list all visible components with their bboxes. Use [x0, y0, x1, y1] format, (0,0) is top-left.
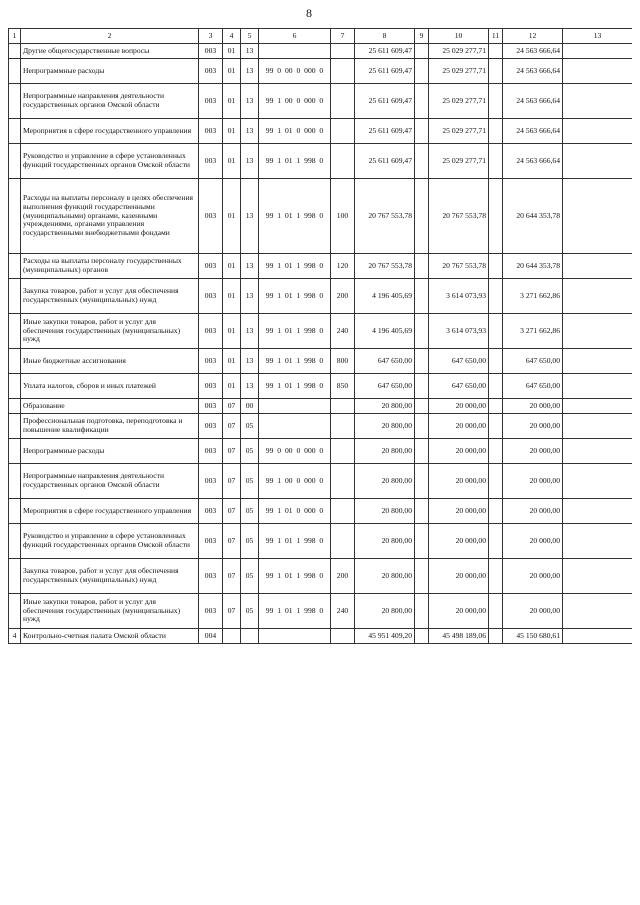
amount-year2-cell: 20 000,00 — [429, 594, 489, 629]
table-row — [9, 314, 633, 349]
column-number: 7 — [331, 29, 355, 44]
section-code-cell: 01 — [223, 254, 241, 279]
column-11-cell — [489, 254, 503, 279]
target-article-cell: 99 1 01 1 998 0 — [259, 179, 331, 254]
amount-year2-cell: 25 029 277,71 — [429, 119, 489, 144]
section-code-cell: 07 — [223, 594, 241, 629]
column-9-cell — [415, 84, 429, 119]
column-number: 1 — [9, 29, 21, 44]
column-13-cell — [563, 44, 633, 59]
row-number-cell — [9, 399, 21, 414]
column-number: 8 — [355, 29, 415, 44]
ministry-code-cell: 003 — [199, 144, 223, 179]
column-13-cell — [563, 254, 633, 279]
column-11-cell — [489, 119, 503, 144]
table-row — [9, 59, 633, 84]
column-11-cell — [489, 439, 503, 464]
amount-year2-cell: 20 000,00 — [429, 464, 489, 499]
subsection-code-cell: 13 — [241, 119, 259, 144]
subsection-code-cell: 13 — [241, 84, 259, 119]
table-row — [9, 119, 633, 144]
column-9-cell — [415, 499, 429, 524]
amount-year2-cell: 20 000,00 — [429, 439, 489, 464]
ministry-code-cell: 003 — [199, 119, 223, 144]
amount-year1-cell: 4 196 405,69 — [355, 279, 415, 314]
column-13-cell — [563, 279, 633, 314]
column-9-cell — [415, 44, 429, 59]
amount-year1-cell: 20 800,00 — [355, 524, 415, 559]
table-row — [9, 279, 633, 314]
amount-year3-cell: 647 650,00 — [503, 349, 563, 374]
amount-year2-cell: 647 650,00 — [429, 349, 489, 374]
column-9-cell — [415, 254, 429, 279]
section-code-cell — [223, 629, 241, 644]
section-code-cell: 07 — [223, 439, 241, 464]
target-article-cell: 99 1 00 0 000 0 — [259, 464, 331, 499]
amount-year1-cell: 20 800,00 — [355, 464, 415, 499]
amount-year1-cell: 25 611 609,47 — [355, 59, 415, 84]
row-number-cell — [9, 374, 21, 399]
target-article-cell: 99 1 01 1 998 0 — [259, 254, 331, 279]
column-11-cell — [489, 349, 503, 374]
ministry-code-cell: 003 — [199, 399, 223, 414]
table-row — [9, 144, 633, 179]
ministry-code-cell: 003 — [199, 254, 223, 279]
ministry-code-cell: 003 — [199, 374, 223, 399]
section-code-cell: 07 — [223, 399, 241, 414]
section-code-cell: 01 — [223, 44, 241, 59]
item-name-cell: Мероприятия в сфере государственного управления — [21, 499, 199, 524]
subsection-code-cell: 13 — [241, 374, 259, 399]
amount-year2-cell: 20 000,00 — [429, 399, 489, 414]
section-code-cell: 01 — [223, 119, 241, 144]
column-9-cell — [415, 399, 429, 414]
subsection-code-cell: 00 — [241, 399, 259, 414]
row-number-cell — [9, 84, 21, 119]
amount-year2-cell: 25 029 277,71 — [429, 144, 489, 179]
table-row — [9, 524, 633, 559]
amount-year2-cell: 3 614 073,93 — [429, 314, 489, 349]
target-article-cell: 99 0 00 0 000 0 — [259, 439, 331, 464]
column-13-cell — [563, 349, 633, 374]
subsection-code-cell: 05 — [241, 439, 259, 464]
column-11-cell — [489, 559, 503, 594]
amount-year1-cell: 25 611 609,47 — [355, 144, 415, 179]
ministry-code-cell: 003 — [199, 439, 223, 464]
expense-type-cell: 120 — [331, 254, 355, 279]
ministry-code-cell: 003 — [199, 414, 223, 439]
item-name-cell: Закупка товаров, работ и услуг для обеспечения государственных (муниципальных) нужд — [21, 559, 199, 594]
item-name-cell: Иные закупки товаров, работ и услуг для обеспечения государственных (муниципальных) нужд — [21, 314, 199, 349]
subsection-code-cell: 05 — [241, 414, 259, 439]
row-number-cell — [9, 314, 21, 349]
subsection-code-cell: 13 — [241, 59, 259, 84]
item-name-cell: Руководство и управление в сфере установленных функций государственных органов Омской области — [21, 144, 199, 179]
column-11-cell — [489, 499, 503, 524]
section-code-cell: 07 — [223, 414, 241, 439]
budget-table-sheet — [8, 28, 632, 894]
expense-type-cell — [331, 84, 355, 119]
column-13-cell — [563, 499, 633, 524]
amount-year3-cell: 24 563 666,64 — [503, 44, 563, 59]
amount-year3-cell: 24 563 666,64 — [503, 59, 563, 84]
expense-type-cell — [331, 629, 355, 644]
subsection-code-cell: 13 — [241, 44, 259, 59]
row-number-cell: 4 — [9, 629, 21, 644]
amount-year2-cell: 25 029 277,71 — [429, 59, 489, 84]
subsection-code-cell: 13 — [241, 179, 259, 254]
ministry-code-cell: 003 — [199, 524, 223, 559]
amount-year2-cell: 20 767 553,78 — [429, 179, 489, 254]
table-row — [9, 254, 633, 279]
ministry-code-cell: 003 — [199, 279, 223, 314]
item-name-cell: Расходы на выплаты персоналу в целях обеспечения выполнения функций государственными (муниципальными) органами, казенными учреждениями, органами управления государственными внебюджетными фондами — [21, 179, 199, 254]
amount-year3-cell: 20 644 353,78 — [503, 254, 563, 279]
table-row — [9, 374, 633, 399]
column-9-cell — [415, 349, 429, 374]
row-number-cell — [9, 464, 21, 499]
amount-year3-cell: 20 000,00 — [503, 399, 563, 414]
column-11-cell — [489, 414, 503, 439]
amount-year3-cell: 20 644 353,78 — [503, 179, 563, 254]
table-row — [9, 594, 633, 629]
section-code-cell: 01 — [223, 314, 241, 349]
item-name-cell: Контрольно-счетная палата Омской области — [21, 629, 199, 644]
expense-type-cell: 850 — [331, 374, 355, 399]
row-number-cell — [9, 119, 21, 144]
item-name-cell: Непрограммные расходы — [21, 59, 199, 84]
subsection-code-cell: 05 — [241, 464, 259, 499]
table-row — [9, 84, 633, 119]
column-number: 12 — [503, 29, 563, 44]
row-number-cell — [9, 59, 21, 84]
column-number-row — [9, 29, 633, 44]
column-9-cell — [415, 314, 429, 349]
expense-type-cell — [331, 119, 355, 144]
column-11-cell — [489, 594, 503, 629]
item-name-cell: Расходы на выплаты персоналу государственных (муниципальных) органов — [21, 254, 199, 279]
amount-year3-cell: 20 000,00 — [503, 499, 563, 524]
expense-type-cell — [331, 464, 355, 499]
amount-year1-cell: 20 800,00 — [355, 594, 415, 629]
item-name-cell: Руководство и управление в сфере установленных функций государственных органов Омской области — [21, 524, 199, 559]
ministry-code-cell: 003 — [199, 464, 223, 499]
amount-year3-cell: 20 000,00 — [503, 414, 563, 439]
target-article-cell: 99 1 01 0 000 0 — [259, 499, 331, 524]
item-name-cell: Профессиональная подготовка, переподготовка и повышение квалификации — [21, 414, 199, 439]
column-9-cell — [415, 629, 429, 644]
column-13-cell — [563, 119, 633, 144]
table-row — [9, 414, 633, 439]
target-article-cell: 99 1 01 1 998 0 — [259, 594, 331, 629]
amount-year1-cell: 20 800,00 — [355, 559, 415, 594]
item-name-cell: Иные бюджетные ассигнования — [21, 349, 199, 374]
column-11-cell — [489, 84, 503, 119]
target-article-cell: 99 1 01 0 000 0 — [259, 119, 331, 144]
column-11-cell — [489, 279, 503, 314]
amount-year3-cell: 24 563 666,64 — [503, 144, 563, 179]
column-9-cell — [415, 414, 429, 439]
ministry-code-cell: 004 — [199, 629, 223, 644]
column-number: 5 — [241, 29, 259, 44]
column-number: 6 — [259, 29, 331, 44]
section-code-cell: 01 — [223, 349, 241, 374]
amount-year3-cell: 20 000,00 — [503, 594, 563, 629]
column-13-cell — [563, 179, 633, 254]
target-article-cell: 99 1 01 1 998 0 — [259, 374, 331, 399]
amount-year1-cell: 25 611 609,47 — [355, 119, 415, 144]
expense-type-cell — [331, 414, 355, 439]
column-11-cell — [489, 374, 503, 399]
column-11-cell — [489, 629, 503, 644]
subsection-code-cell: 05 — [241, 524, 259, 559]
column-13-cell — [563, 399, 633, 414]
section-code-cell: 01 — [223, 374, 241, 399]
table-row — [9, 559, 633, 594]
expense-type-cell — [331, 499, 355, 524]
ministry-code-cell: 003 — [199, 349, 223, 374]
amount-year1-cell: 20 800,00 — [355, 414, 415, 439]
section-code-cell: 07 — [223, 499, 241, 524]
column-9-cell — [415, 144, 429, 179]
subsection-code-cell: 05 — [241, 594, 259, 629]
row-number-cell — [9, 44, 21, 59]
table-row — [9, 44, 633, 59]
ministry-code-cell: 003 — [199, 559, 223, 594]
amount-year3-cell: 20 000,00 — [503, 439, 563, 464]
column-11-cell — [489, 524, 503, 559]
ministry-code-cell: 003 — [199, 44, 223, 59]
item-name-cell: Другие общегосударственные вопросы — [21, 44, 199, 59]
row-number-cell — [9, 279, 21, 314]
table-row — [9, 439, 633, 464]
column-number: 3 — [199, 29, 223, 44]
amount-year1-cell: 25 611 609,47 — [355, 44, 415, 59]
section-code-cell: 01 — [223, 59, 241, 84]
table-row — [9, 464, 633, 499]
row-number-cell — [9, 594, 21, 629]
column-number: 9 — [415, 29, 429, 44]
amount-year1-cell: 20 767 553,78 — [355, 179, 415, 254]
subsection-code-cell — [241, 629, 259, 644]
amount-year2-cell: 20 767 553,78 — [429, 254, 489, 279]
table-body — [9, 44, 633, 644]
column-13-cell — [563, 144, 633, 179]
column-9-cell — [415, 594, 429, 629]
section-code-cell: 07 — [223, 464, 241, 499]
amount-year1-cell: 647 650,00 — [355, 374, 415, 399]
column-number: 11 — [489, 29, 503, 44]
column-11-cell — [489, 44, 503, 59]
amount-year3-cell: 24 563 666,64 — [503, 119, 563, 144]
column-9-cell — [415, 524, 429, 559]
target-article-cell: 99 1 01 1 998 0 — [259, 279, 331, 314]
amount-year3-cell: 3 271 662,86 — [503, 314, 563, 349]
target-article-cell: 99 0 00 0 000 0 — [259, 59, 331, 84]
column-number: 13 — [563, 29, 633, 44]
target-article-cell: 99 1 01 1 998 0 — [259, 559, 331, 594]
column-9-cell — [415, 179, 429, 254]
item-name-cell: Непрограммные расходы — [21, 439, 199, 464]
amount-year3-cell: 3 271 662,86 — [503, 279, 563, 314]
section-code-cell: 01 — [223, 144, 241, 179]
target-article-cell — [259, 414, 331, 439]
subsection-code-cell: 13 — [241, 144, 259, 179]
item-name-cell: Мероприятия в сфере государственного управления — [21, 119, 199, 144]
column-13-cell — [563, 524, 633, 559]
section-code-cell: 01 — [223, 84, 241, 119]
column-13-cell — [563, 559, 633, 594]
expense-type-cell: 200 — [331, 279, 355, 314]
column-9-cell — [415, 559, 429, 594]
section-code-cell: 01 — [223, 279, 241, 314]
column-number: 4 — [223, 29, 241, 44]
target-article-cell — [259, 44, 331, 59]
row-number-cell — [9, 179, 21, 254]
table-row — [9, 399, 633, 414]
expense-type-cell: 240 — [331, 314, 355, 349]
amount-year2-cell: 25 029 277,71 — [429, 84, 489, 119]
amount-year3-cell: 20 000,00 — [503, 464, 563, 499]
target-article-cell: 99 1 01 1 998 0 — [259, 524, 331, 559]
expense-type-cell — [331, 399, 355, 414]
item-name-cell: Непрограммные направления деятельности государственных органов Омской области — [21, 84, 199, 119]
amount-year3-cell: 45 150 680,61 — [503, 629, 563, 644]
table-row — [9, 499, 633, 524]
column-13-cell — [563, 59, 633, 84]
ministry-code-cell: 003 — [199, 59, 223, 84]
subsection-code-cell: 13 — [241, 279, 259, 314]
column-13-cell — [563, 464, 633, 499]
column-11-cell — [489, 59, 503, 84]
target-article-cell: 99 1 00 0 000 0 — [259, 84, 331, 119]
amount-year3-cell: 20 000,00 — [503, 559, 563, 594]
amount-year3-cell: 24 563 666,64 — [503, 84, 563, 119]
row-number-cell — [9, 144, 21, 179]
expense-type-cell: 100 — [331, 179, 355, 254]
row-number-cell — [9, 439, 21, 464]
row-number-cell — [9, 499, 21, 524]
target-article-cell: 99 1 01 1 998 0 — [259, 349, 331, 374]
expense-type-cell — [331, 524, 355, 559]
column-9-cell — [415, 439, 429, 464]
column-11-cell — [489, 464, 503, 499]
amount-year2-cell: 45 498 189,06 — [429, 629, 489, 644]
row-number-cell — [9, 524, 21, 559]
row-number-cell — [9, 349, 21, 374]
item-name-cell: Непрограммные направления деятельности государственных органов Омской области — [21, 464, 199, 499]
ministry-code-cell: 003 — [199, 314, 223, 349]
amount-year3-cell: 647 650,00 — [503, 374, 563, 399]
ministry-code-cell: 003 — [199, 84, 223, 119]
page-number: 8 — [306, 6, 312, 20]
column-13-cell — [563, 84, 633, 119]
amount-year1-cell: 20 767 553,78 — [355, 254, 415, 279]
subsection-code-cell: 05 — [241, 559, 259, 594]
expense-type-cell: 240 — [331, 594, 355, 629]
amount-year1-cell: 647 650,00 — [355, 349, 415, 374]
column-number: 2 — [21, 29, 199, 44]
subsection-code-cell: 05 — [241, 499, 259, 524]
column-13-cell — [563, 594, 633, 629]
expense-type-cell — [331, 59, 355, 84]
column-9-cell — [415, 464, 429, 499]
amount-year2-cell: 25 029 277,71 — [429, 44, 489, 59]
amount-year1-cell: 4 196 405,69 — [355, 314, 415, 349]
target-article-cell: 99 1 01 1 998 0 — [259, 144, 331, 179]
item-name-cell: Уплата налогов, сборов и иных платежей — [21, 374, 199, 399]
table-row — [9, 629, 633, 644]
row-number-cell — [9, 559, 21, 594]
amount-year1-cell: 20 800,00 — [355, 439, 415, 464]
subsection-code-cell: 13 — [241, 349, 259, 374]
item-name-cell: Закупка товаров, работ и услуг для обеспечения государственных (муниципальных) нужд — [21, 279, 199, 314]
item-name-cell: Образование — [21, 399, 199, 414]
ministry-code-cell: 003 — [199, 179, 223, 254]
column-number: 10 — [429, 29, 489, 44]
section-code-cell: 07 — [223, 524, 241, 559]
amount-year1-cell: 20 800,00 — [355, 499, 415, 524]
amount-year2-cell: 20 000,00 — [429, 499, 489, 524]
column-9-cell — [415, 374, 429, 399]
column-13-cell — [563, 414, 633, 439]
ministry-code-cell: 003 — [199, 594, 223, 629]
column-11-cell — [489, 314, 503, 349]
column-13-cell — [563, 629, 633, 644]
amount-year2-cell: 647 650,00 — [429, 374, 489, 399]
column-13-cell — [563, 314, 633, 349]
amount-year1-cell: 25 611 609,47 — [355, 84, 415, 119]
ministry-code-cell: 003 — [199, 499, 223, 524]
expense-type-cell: 800 — [331, 349, 355, 374]
target-article-cell: 99 1 01 1 998 0 — [259, 314, 331, 349]
section-code-cell: 07 — [223, 559, 241, 594]
column-9-cell — [415, 119, 429, 144]
table-row — [9, 349, 633, 374]
budget-table — [8, 28, 632, 644]
item-name-cell: Иные закупки товаров, работ и услуг для обеспечения государственных (муниципальных) нужд — [21, 594, 199, 629]
amount-year2-cell: 3 614 073,93 — [429, 279, 489, 314]
column-9-cell — [415, 59, 429, 84]
section-code-cell: 01 — [223, 179, 241, 254]
amount-year2-cell: 20 000,00 — [429, 524, 489, 559]
expense-type-cell — [331, 439, 355, 464]
row-number-cell — [9, 254, 21, 279]
expense-type-cell — [331, 44, 355, 59]
column-13-cell — [563, 439, 633, 464]
target-article-cell — [259, 629, 331, 644]
column-11-cell — [489, 144, 503, 179]
column-11-cell — [489, 179, 503, 254]
target-article-cell — [259, 399, 331, 414]
amount-year3-cell: 20 000,00 — [503, 524, 563, 559]
column-11-cell — [489, 399, 503, 414]
amount-year1-cell: 45 951 409,20 — [355, 629, 415, 644]
table-row — [9, 179, 633, 254]
row-number-cell — [9, 414, 21, 439]
amount-year1-cell: 20 800,00 — [355, 399, 415, 414]
amount-year2-cell: 20 000,00 — [429, 559, 489, 594]
expense-type-cell — [331, 144, 355, 179]
amount-year2-cell: 20 000,00 — [429, 414, 489, 439]
subsection-code-cell: 13 — [241, 314, 259, 349]
column-9-cell — [415, 279, 429, 314]
column-13-cell — [563, 374, 633, 399]
expense-type-cell: 200 — [331, 559, 355, 594]
subsection-code-cell: 13 — [241, 254, 259, 279]
